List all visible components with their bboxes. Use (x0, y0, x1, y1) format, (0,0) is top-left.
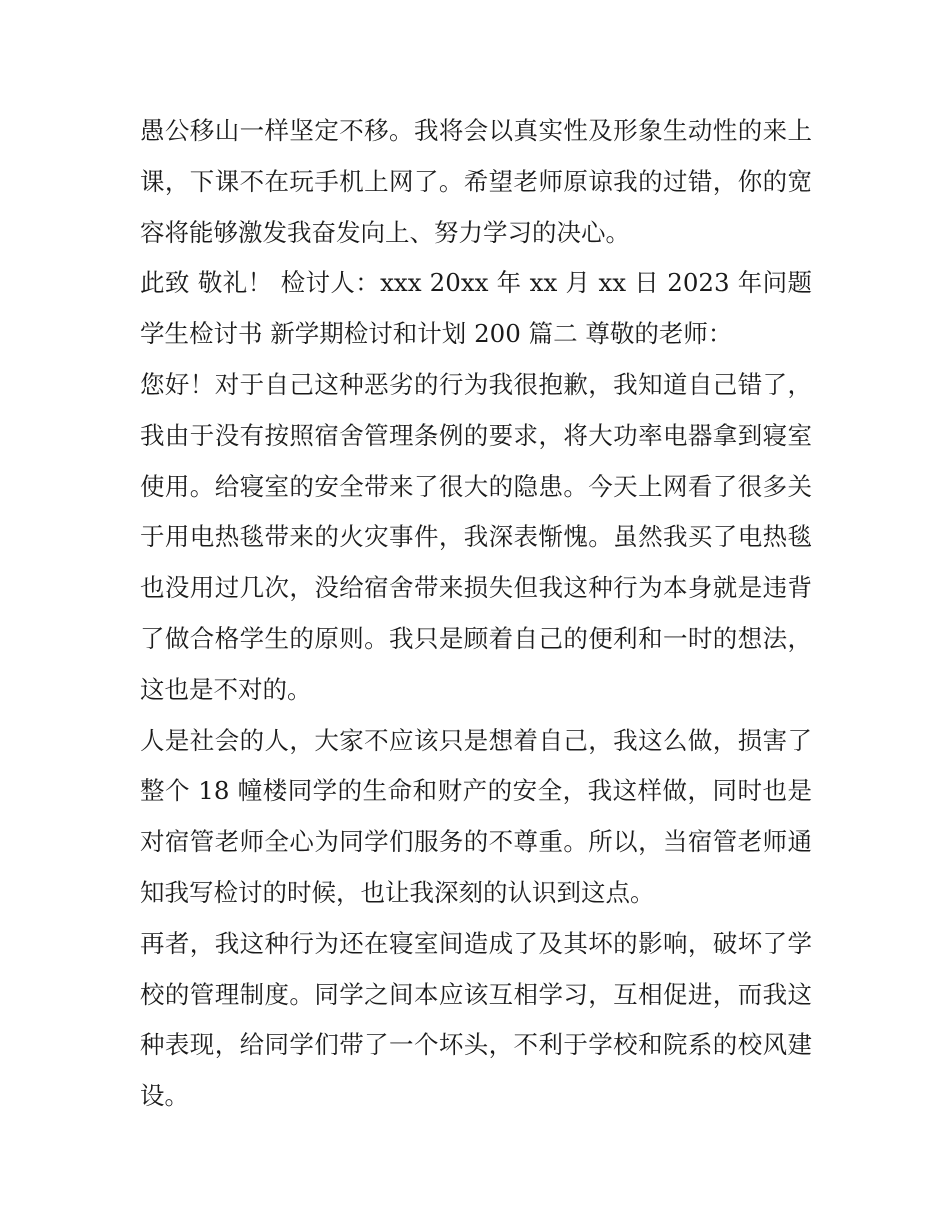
paragraph-4: 人是社会的人，大家不应该只是想着自己，我这么做，损害了整个 18 幢楼同学的生命和财产的安全，我这样做，同时也是对宿管老师全心为同学们服务的不尊重。所以，当宿管老师通知我写检讨的时候，也让我深刻的认识到这点。 (140, 725, 812, 907)
paragraph-5: 再者，我这种行为还在寝室间造成了及其坏的影响，破坏了学校的管理制度。同学之间本应该互相学习，互相促进，而我这种表现，给同学们带了一个坏头，不利于学校和院系的校风建设。 (140, 928, 812, 1111)
paragraph-3: 您好！对于自己这种恶劣的行为我很抱歉，我知道自己错了，我由于没有按照宿舍管理条例的要求，将大功率电器拿到寝室使用。给寝室的安全带来了很大的隐患。今天上网看了很多关于用电热毯带来的火灾事件，我深表惭愧。虽然我买了电热毯也没用过几次，没给宿舍带来损失但我这种行为本身就是违背了做合格学生的原则。我只是顾着自己的便利和一时的想法，这也是不对的。 (140, 369, 812, 704)
paragraph-1: 愚公移山一样坚定不移。我将会以真实性及形象生动性的来上课，下课不在玩手机上网了。希望老师原谅我的过错，你的宽容将能够激发我奋发向上、努力学习的决心。 (140, 116, 812, 247)
paragraph-2: 此致 敬礼！ 检讨人：xxx 20xx 年 xx 月 xx 日 2023 年问题学生检讨书 新学期检讨和计划 200 篇二 尊敬的老师： (140, 268, 812, 349)
document-body (140, 106, 812, 1122)
